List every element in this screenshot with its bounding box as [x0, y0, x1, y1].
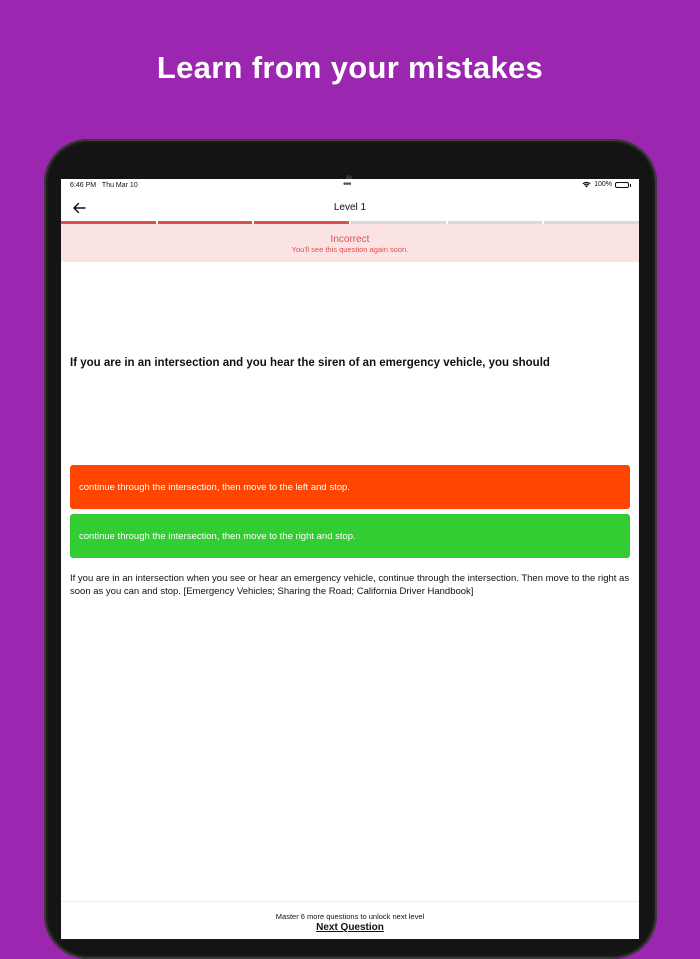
promo-headline: Learn from your mistakes — [156, 50, 544, 85]
next-question-button[interactable]: Next Question — [316, 922, 384, 933]
battery-percent: 100% — [594, 181, 612, 188]
question-text: If you are in an intersection and you hear the siren of an emergency vehicle, you should — [70, 357, 550, 369]
answer-label: continue through the intersection, then move to the right and stop. — [79, 530, 356, 542]
unlock-note: Master 6 more questions to unlock next level — [275, 912, 425, 921]
multitasking-dots-icon[interactable]: ••• — [343, 179, 351, 190]
wifi-icon — [582, 181, 591, 188]
app-screen — [61, 179, 639, 939]
status-date: Thu Mar 10 — [101, 182, 138, 189]
battery-icon — [615, 182, 629, 188]
status-clock: 6:46 PM — [70, 182, 97, 189]
status-time — [70, 182, 138, 189]
footer-bar — [61, 901, 639, 939]
answer-option-correct[interactable] — [70, 514, 630, 558]
status-bar — [61, 179, 639, 193]
feedback-subtitle: You'll see this question again soon. — [291, 245, 409, 254]
status-indicators — [582, 181, 629, 188]
answer-explanation: If you are in an intersection when you see or hear an emergency vehicle, continue through the intersection. Then move to the right as soon as you can and stop. [Emergency Vehicles; Sharing the Road; California Driver Handbook] — [70, 573, 630, 597]
answer-label: continue through the intersection, then move to the left and stop. — [79, 481, 350, 493]
feedback-title: Incorrect — [330, 234, 370, 245]
incorrect-banner — [61, 224, 639, 262]
page-title: Level 1 — [333, 202, 367, 213]
answer-option-wrong[interactable] — [70, 465, 630, 509]
nav-bar — [61, 195, 639, 221]
